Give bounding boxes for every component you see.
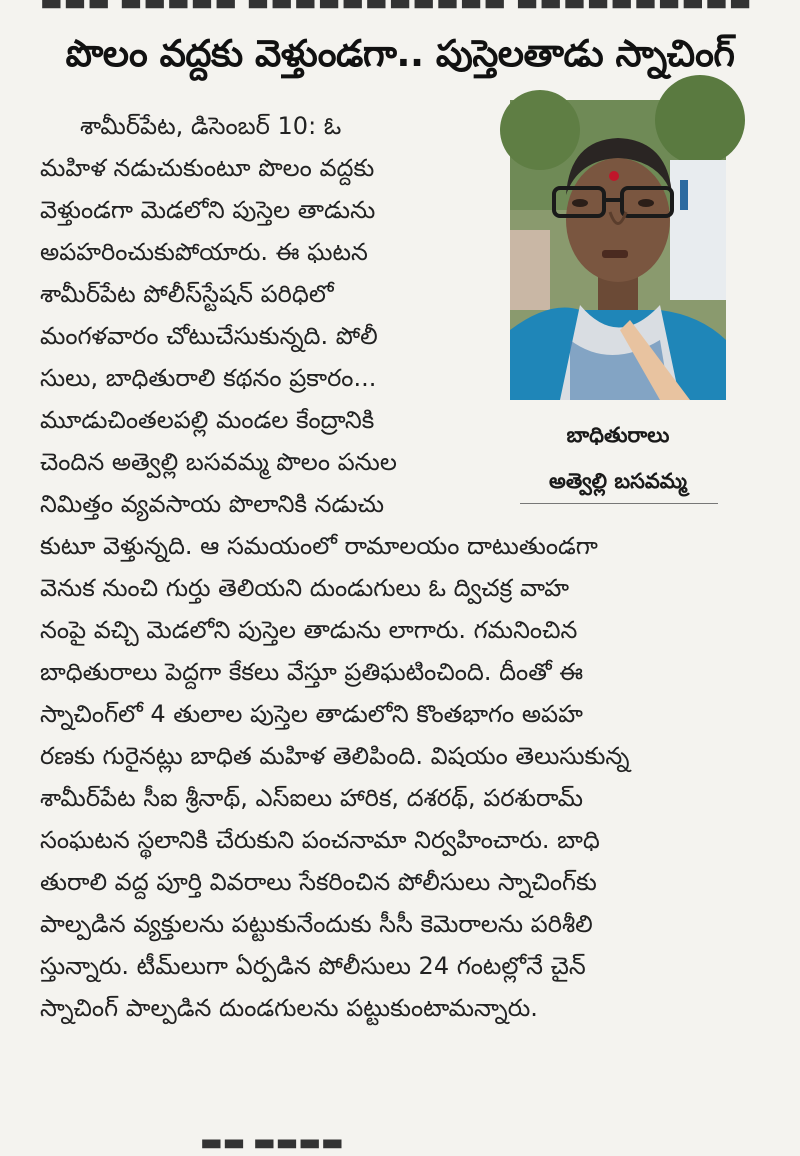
caption-line-victim-label: బాధితురాలు bbox=[566, 423, 670, 447]
body-line-5: శామీర్‌పేట పోలీస్‌స్టేషన్ పరిధిలో bbox=[40, 280, 334, 308]
body-line-18: సంఘటన స్థలానికి చేరుకుని పంచనామా నిర్వహించారు. బాధి bbox=[40, 826, 600, 854]
headline: పొలం వద్దకు వెళ్తుండగా.. పుస్తెలతాడు స్నాచింగ్ bbox=[65, 32, 735, 75]
body-line-9: చెందిన అత్వెల్లి బసవమ్మ పొలం పనుల bbox=[40, 448, 397, 476]
caption-divider bbox=[520, 503, 718, 504]
body-line-4: అపహరించుకుపోయారు. ఈ ఘటన bbox=[40, 238, 368, 266]
victim-photo bbox=[510, 100, 726, 400]
body-line-19: తురాలి వద్ద పూర్తి వివరాలు సేకరించిన పోలీసులు స్నాచింగ్‌కు bbox=[40, 868, 597, 896]
caption-line-victim-name: అత్వెల్లి బసవమ్మ bbox=[549, 469, 687, 493]
body-line-7: సులు, బాధితురాలి కథనం ప్రకారం... bbox=[40, 364, 377, 392]
body-line-2: మహిళ నడుచుకుంటూ పొలం వద్దకు bbox=[40, 154, 375, 182]
body-line-15: స్నాచింగ్‌లో 4 తులాల పుస్తెల తాడులోని కొంతభాగం అపహ bbox=[40, 700, 583, 728]
body-line-13: నంపై వచ్చి మెడలోని పుస్తెల తాడును లాగారు. గమనించిన bbox=[40, 616, 578, 644]
body-line-21: స్తున్నారు. టీమ్‌లుగా ఏర్పడిన పోలీసులు 24 గంటల్లోనే చైన్ bbox=[40, 952, 586, 980]
body-line-16: రణకు గురైనట్లు బాధిత మహిళ తెలిపింది. విషయం తెలుసుకున్న bbox=[40, 742, 630, 770]
body-line-12: వెనుక నుంచి గుర్తు తెలియని దుండుగులు ఓ ద్విచక్ర వాహ bbox=[40, 574, 570, 602]
cropped-next-text: ▬▬ ▬▬▬▬ bbox=[200, 1128, 344, 1156]
body-line-6: మంగళవారం చోటుచేసుకున్నది. పోలీ bbox=[40, 322, 378, 350]
photo-caption bbox=[512, 412, 724, 504]
cropped-previous-text: ▬▬▬ ▬▬▬▬▬ ▬▬▬▬▬▬▬▬▬▬▬ ▬▬▬▬▬▬▬▬▬▬ bbox=[40, 0, 753, 16]
body-line-3: వెళ్తుండగా మెడలోని పుస్తెల తాడును bbox=[40, 196, 376, 224]
body-line-10: నిమిత్తం వ్యవసాయ పొలానికి నడుచు bbox=[40, 490, 385, 518]
body-line-20: పాల్పడిన వ్యక్తులను పట్టుకునేందుకు సీసీ కెమెరాలను పరిశీలి bbox=[40, 910, 593, 938]
body-line-22: స్నాచింగ్ పాల్పడిన దుండగులను పట్టుకుంటామన్నారు. bbox=[40, 994, 538, 1022]
body-line-11: కుటూ వెళ్తున్నది. ఆ సమయంలో రామాలయం దాటుతుండగా bbox=[40, 532, 598, 560]
woman-portrait-image bbox=[510, 100, 726, 400]
body-line-8: మూడుచింతలపల్లి మండల కేంద్రానికి bbox=[40, 406, 375, 434]
body-line-17: శామీర్‌పేట సీఐ శ్రీనాథ్, ఎస్ఐలు హారిక, దశరథ్, పరశురామ్ bbox=[40, 784, 584, 812]
body-line-14: బాధితురాలు పెద్దగా కేకలు వేస్తూ ప్రతిఘటించింది. దీంతో ఈ bbox=[40, 658, 584, 686]
body-line-1: శామీర్‌పేట, డిసెంబర్ 10: ఓ bbox=[80, 112, 342, 140]
